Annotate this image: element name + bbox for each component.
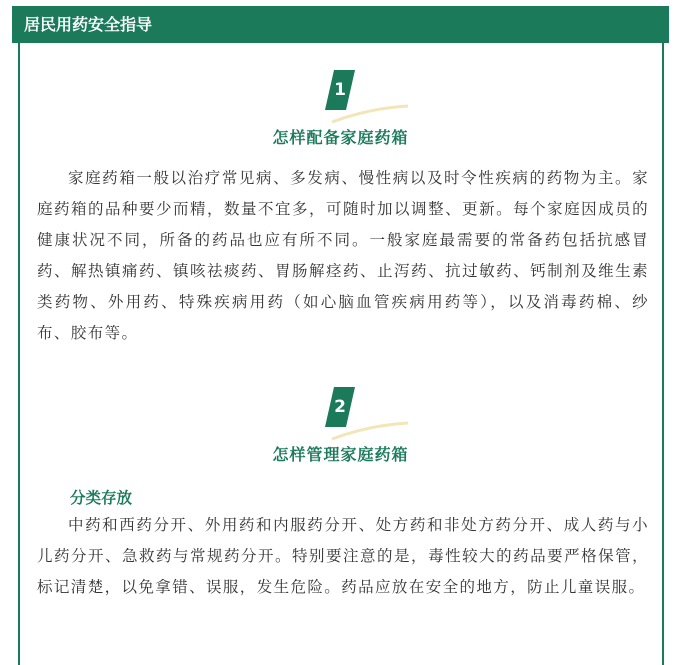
section-title: 怎样管理家庭药箱: [272, 445, 409, 464]
page-header: [12, 6, 669, 43]
header-title: 居民用药安全指导: [24, 15, 153, 34]
swoosh-decoration: [330, 421, 410, 441]
section-number: 2: [334, 397, 346, 417]
swoosh-decoration: [330, 104, 410, 124]
section-subheading: 分类存放: [70, 489, 133, 507]
section-number: 1: [334, 80, 346, 100]
section-paragraph: 中药和西药分开、外用药和内服药分开、处方药和非处方药分开、成人药与小儿药分开、急救药与常规药分开。特别要注意的是，毒性较大的药品要严格保管，标记清楚，以免拿错、误服，发生危险。药品应放在安全的地方，防止儿童误服。: [37, 516, 649, 596]
section-paragraph: 家庭药箱一般以治疗常见病、多发病、慢性病以及时令性疾病的药物为主。家庭药箱的品种要少而精，数量不宜多，可随时加以调整、更新。每个家庭因成员的健康状况不同，所备的药品也应有所不同。一般家庭最需要的常备药包括抗感冒药、解热镇痛药、镇咳祛痰药、胃肠解痉药、止泻药、抗过敏药、钙制剂及维生素类药物、外用药、特殊疾病用药（如心脑血管疾病用药等），以及消毒药棉、纱布、胶布等。: [37, 169, 649, 342]
section-title: 怎样配备家庭药箱: [272, 128, 409, 147]
